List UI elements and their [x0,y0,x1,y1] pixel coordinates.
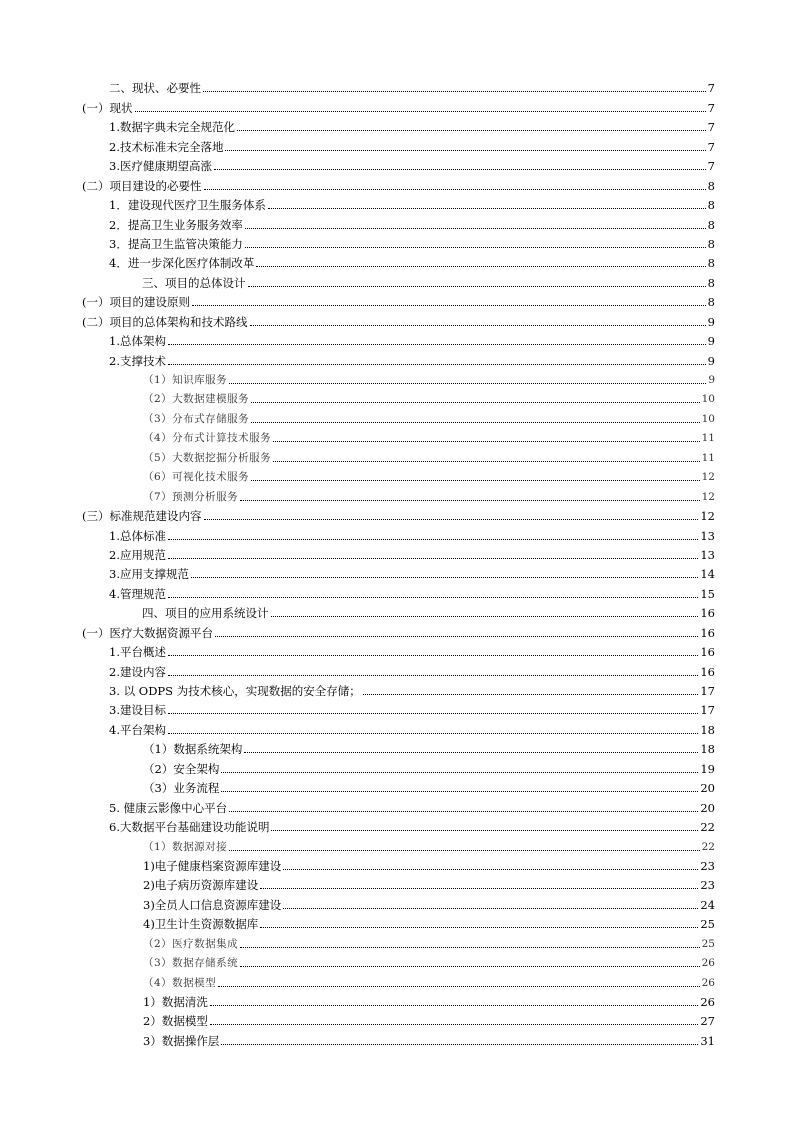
toc-entry-page: 16 [700,664,715,679]
dot-leader [168,712,698,714]
dot-leader [245,227,706,229]
dot-leader [251,421,699,423]
toc-entry-page: 31 [700,1033,715,1048]
toc-entry[interactable] [82,426,715,445]
toc-entry[interactable] [82,1009,715,1028]
toc-entry[interactable] [82,504,715,523]
toc-entry[interactable] [82,717,715,736]
table-of-contents [82,76,715,1048]
toc-entry[interactable] [82,581,715,600]
dot-leader [271,829,698,831]
toc-entry-title: 2.技术标准未完全落地 [109,139,224,154]
toc-entry-title: 1.数据字典未完全规范化 [109,120,235,135]
toc-entry-title: 3.应用支撑规范 [109,567,189,582]
toc-entry[interactable] [82,698,715,717]
dot-leader [229,382,706,384]
toc-entry-page: 7 [707,159,715,174]
toc-entry-title: 1．建设现代医疗卫生服务体系 [109,198,266,213]
dot-leader [221,771,698,773]
toc-entry-title: （2）安全架构 [143,761,220,776]
dot-leader [168,654,698,656]
toc-entry-page: 23 [700,878,715,893]
dot-leader [168,363,706,365]
toc-entry-page: 12 [700,509,715,524]
toc-entry-page: 16 [700,645,715,660]
toc-entry-title: （3）业务流程 [143,781,220,796]
toc-entry-title: 3. 以 ODPS 为技术核心，实现数据的安全存储； [109,684,361,698]
toc-entry-page: 24 [700,897,715,912]
toc-entry[interactable] [82,776,715,795]
dot-leader [240,946,699,948]
toc-entry[interactable] [82,173,715,192]
toc-entry[interactable] [82,523,715,542]
toc-entry-page: 25 [700,917,715,932]
toc-entry-title: 1.总体架构 [109,334,166,349]
toc-entry[interactable] [82,406,715,425]
toc-entry-page: 13 [700,547,715,562]
toc-entry-title: 4)卫生计生资源数据库 [143,917,259,932]
dot-leader [251,479,699,481]
toc-entry-page: 22 [700,820,715,835]
dot-leader [221,1043,698,1045]
toc-entry-page: 19 [700,761,715,776]
toc-entry-page: 20 [700,781,715,796]
toc-entry[interactable] [82,873,715,892]
toc-entry[interactable] [82,154,715,173]
toc-entry-page: 8 [707,256,715,271]
toc-entry-page: 10 [701,393,715,406]
toc-entry-page: 9 [707,334,715,349]
toc-entry-page: 12 [701,490,715,503]
toc-entry-page: 7 [707,100,715,115]
toc-entry[interactable] [82,679,715,698]
dot-leader [221,790,698,792]
toc-entry[interactable] [82,756,715,775]
toc-entry-page: 16 [700,625,715,640]
toc-entry[interactable] [82,892,715,911]
dot-leader [210,1004,699,1006]
dot-leader [251,401,699,403]
toc-entry-title: （2）医疗数据集成 [143,937,239,950]
toc-entry-page: 8 [707,198,715,213]
toc-entry[interactable] [82,854,715,873]
toc-entry[interactable] [82,562,715,581]
dot-leader [191,576,698,578]
dot-leader [203,90,706,92]
dot-leader [271,615,699,617]
toc-entry-title: 2．提高卫生业务服务效率 [109,217,243,232]
toc-entry-page: 7 [707,139,715,154]
toc-entry-title: （5）大数据挖掘分析服务 [143,451,272,464]
dot-leader [283,868,698,870]
toc-entry-page: 26 [701,976,715,989]
toc-entry-page: 9 [708,374,715,386]
toc-entry[interactable] [82,951,715,970]
toc-entry-page: 17 [700,703,715,718]
toc-entry-title: （3）数据存储系统 [143,957,239,970]
toc-entry-title: 2.应用规范 [109,547,166,562]
toc-entry-title: （1）数据系统架构 [143,742,243,757]
toc-entry-page: 7 [707,120,715,135]
dot-leader [237,129,706,131]
toc-entry[interactable] [82,912,715,931]
toc-entry-title: (二）项目建设的必要性 [82,178,202,193]
dot-leader [204,518,699,520]
dot-leader [245,246,706,248]
toc-entry[interactable] [82,601,715,620]
toc-entry[interactable] [82,309,715,328]
toc-entry-title: (二）项目的总体架构和技术路线 [82,314,248,329]
toc-entry[interactable] [82,931,715,950]
toc-entry[interactable] [82,134,715,153]
dot-leader [225,149,705,151]
toc-entry-title: （3）分布式存储服务 [143,412,250,425]
toc-entry[interactable] [82,484,715,503]
toc-entry-page: 27 [700,1014,715,1029]
toc-entry[interactable] [82,834,715,853]
toc-entry-page: 8 [707,236,715,251]
toc-entry-title: 4．进一步深化医疗体制改革 [109,256,255,271]
toc-entry[interactable] [82,640,715,659]
toc-entry-title: 2)电子病历资源库建设 [143,878,259,893]
toc-entry[interactable] [82,212,715,231]
dot-leader [260,887,698,889]
toc-entry-page: 15 [700,586,715,601]
toc-entry-title: （6）可视化技术服务 [143,471,250,484]
toc-entry-title: （1）数据源对接 [143,840,228,853]
dot-leader [168,674,698,676]
toc-entry[interactable] [82,290,715,309]
toc-entry[interactable] [82,620,715,639]
dot-leader [229,849,699,851]
toc-entry-title: 1.总体标准 [109,528,166,543]
toc-entry-page: 9 [707,314,715,329]
toc-entry-title: 2）数据模型 [143,1014,208,1029]
dot-leader [168,596,698,598]
toc-entry-page: 22 [701,840,715,853]
toc-entry-title: 4.管理规范 [109,586,166,601]
dot-leader [210,1023,699,1025]
toc-entry[interactable] [82,348,715,367]
toc-entry-title: 1）数据清洗 [143,995,208,1009]
dot-leader [214,168,706,170]
toc-entry-title: (三）标准规范建设内容 [82,509,202,524]
dot-leader [240,965,699,967]
toc-entry-page: 25 [701,937,715,950]
toc-entry-page: 9 [707,353,715,368]
toc-entry-title: 二、现状、必要性 [109,81,201,96]
toc-entry[interactable] [82,76,715,95]
toc-entry[interactable] [82,659,715,678]
dot-leader [250,324,706,326]
dot-leader [283,907,698,909]
toc-entry[interactable] [82,445,715,464]
toc-entry[interactable] [82,270,715,289]
toc-entry-page: 23 [700,858,715,873]
toc-entry-title: 3.医疗健康期望高涨 [109,159,212,174]
toc-entry[interactable] [82,737,715,756]
dot-leader [229,810,698,812]
toc-entry[interactable] [82,795,715,814]
dot-leader [273,460,699,462]
toc-entry-page: 18 [700,742,715,757]
toc-entry-page: 8 [707,295,715,310]
toc-entry[interactable] [82,95,715,114]
toc-entry-page: 8 [707,217,715,232]
toc-entry-title: （4）分布式计算技术服务 [143,432,272,445]
dot-leader [218,985,699,987]
toc-entry-title: 4.平台架构 [109,722,166,737]
toc-entry-page: 26 [701,957,715,970]
toc-entry-page: 26 [700,995,715,1009]
toc-entry[interactable] [82,193,715,212]
toc-entry-title: (一）医疗大数据资源平台 [82,625,213,640]
toc-entry-title: (一）现状 [82,100,133,115]
toc-entry-title: 1.平台概述 [109,645,166,660]
dot-leader [273,440,699,442]
toc-entry-title: 三、项目的总体设计 [142,275,246,290]
toc-entry-page: 16 [700,606,715,621]
dot-leader [168,538,698,540]
toc-entry-page: 8 [707,178,715,193]
toc-entry-page: 20 [700,800,715,815]
dot-leader [168,557,698,559]
toc-entry-page: 11 [701,432,715,445]
dot-leader [363,693,699,695]
toc-entry[interactable] [82,368,715,387]
toc-entry[interactable] [82,232,715,251]
dot-leader [260,926,698,928]
toc-entry-page: 14 [700,567,715,582]
toc-entry[interactable] [82,543,715,562]
toc-entry-title: （4）数据模型 [143,976,217,989]
toc-entry[interactable] [82,970,715,989]
toc-entry-page: 17 [700,684,715,698]
dot-leader [135,110,706,112]
toc-entry-page: 8 [707,275,715,290]
toc-entry[interactable] [82,115,715,134]
toc-entry-title: （1）知识库服务 [143,374,228,386]
toc-entry-title: 四、项目的应用系统设计 [142,606,269,621]
toc-entry-title: 3.建设目标 [109,703,166,718]
toc-entry[interactable] [82,815,715,834]
dot-leader [204,188,706,190]
dot-leader [240,499,699,501]
toc-entry[interactable] [82,990,715,1009]
dot-leader [268,207,706,209]
toc-entry-page: 10 [701,412,715,425]
toc-entry-title: 5. 健康云影像中心平台 [109,800,228,815]
toc-entry-title: 2.建设内容 [109,664,166,679]
toc-entry-page: 13 [700,528,715,543]
toc-entry-title: 3)全员人口信息资源库建设 [143,897,282,912]
toc-entry-title: 3．提高卫生监管决策能力 [109,236,243,251]
dot-leader [168,732,698,734]
toc-entry-page: 7 [707,81,715,96]
toc-entry[interactable] [82,1028,715,1047]
toc-entry-page: 11 [701,451,715,464]
toc-entry-page: 18 [700,722,715,737]
toc-entry-title: 6.大数据平台基础建设功能说明 [109,820,270,835]
toc-entry[interactable] [82,251,715,270]
dot-leader [256,265,705,267]
dot-leader [168,343,706,345]
dot-leader [244,751,698,753]
toc-entry-title: 2.支撑技术 [109,353,166,368]
toc-entry-title: 1)电子健康档案资源库建设 [143,858,282,873]
toc-entry-page: 12 [701,471,715,484]
dot-leader [215,635,698,637]
toc-entry-title: （7）预测分析服务 [143,490,239,503]
dot-leader [192,304,706,306]
toc-entry[interactable] [82,329,715,348]
toc-entry-title: （2）大数据建模服务 [143,393,250,406]
toc-entry-title: 3）数据操作层 [143,1033,220,1048]
toc-entry[interactable] [82,465,715,484]
toc-entry[interactable] [82,387,715,406]
dot-leader [248,285,706,287]
toc-entry-title: (一）项目的建设原则 [82,295,190,310]
